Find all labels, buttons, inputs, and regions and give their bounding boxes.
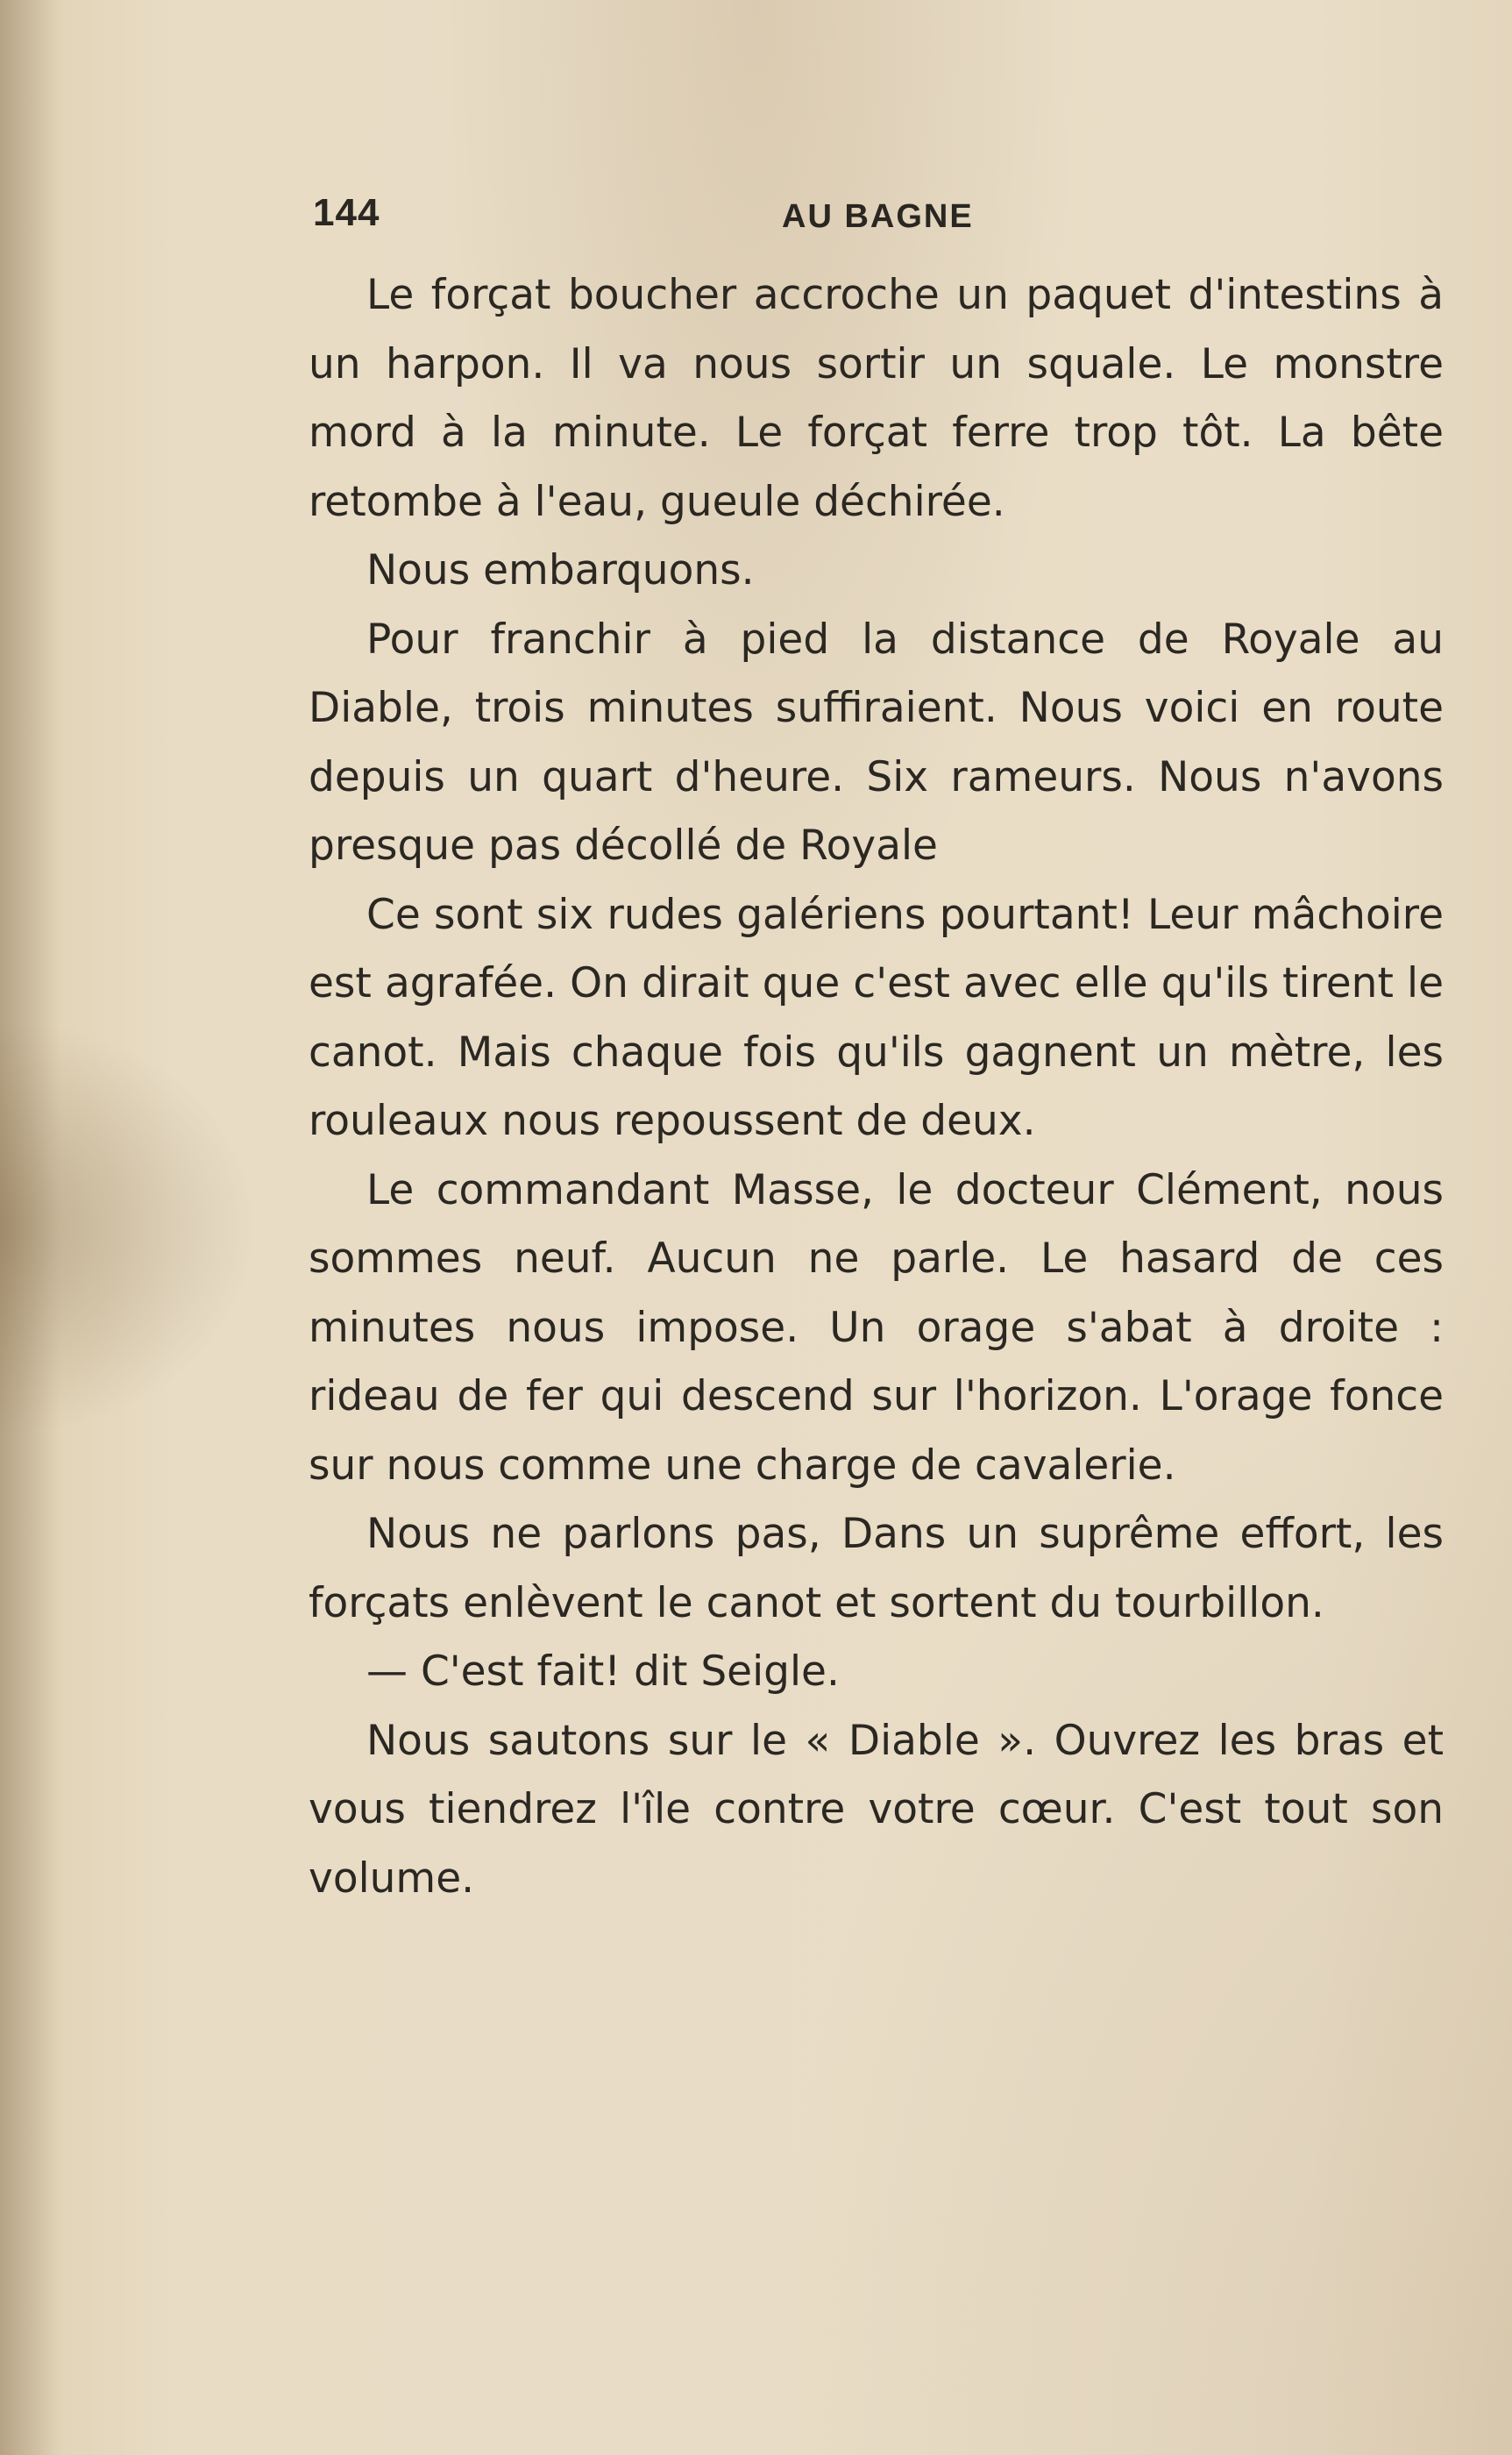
paragraph: Nous sautons sur le « Diable ». Ouvrez les bras et vous tiendrez l'île contre votre cœur. C'est tout son volume.: [309, 1716, 1444, 1903]
paragraph: Le commandant Masse, le docteur Clément, nous sommes neuf. Aucun ne parle. Le hasard de ces minutes nous impose. Un orage s'abat à droite : rideau de fer qui descend sur l'horizon. L'orage fonce sur nous comme une charge de cavalerie.: [309, 1165, 1444, 1490]
paragraph: Nous embarquons.: [366, 546, 755, 594]
body-text: [309, 261, 1444, 1913]
page-header: [313, 191, 1444, 244]
paragraph: Ce sont six rudes galériens pourtant! Leur mâchoire est agrafée. On dirait que c'est avec elle qu'ils tirent le canot. Mais chaque fois qu'ils gagnent un mètre, les rouleaux nous repoussent de deux.: [309, 890, 1444, 1145]
page-gutter-shadow: [0, 0, 61, 2455]
paragraph: Nous ne parlons pas, Dans un suprême effort, les forçats enlèvent le canot et sortent du tourbillon.: [309, 1510, 1444, 1627]
paragraph: Le forçat boucher accroche un paquet d'intestins à un harpon. Il va nous sortir un squale. Le monstre mord à la minute. Le forçat ferre trop tôt. La bête retombe à l'eau, gueule déchirée.: [309, 271, 1444, 526]
page-number: 144: [313, 191, 380, 234]
dialogue-line: — C'est fait! dit Seigle.: [366, 1647, 840, 1696]
running-title: AU BAGNE: [782, 198, 974, 235]
paragraph: Pour franchir à pied la distance de Royale au Diable, trois minutes suffiraient. Nous voici en route depuis un quart d'heure. Six rameurs. Nous n'avons presque pas décollé de Royale: [309, 615, 1444, 870]
